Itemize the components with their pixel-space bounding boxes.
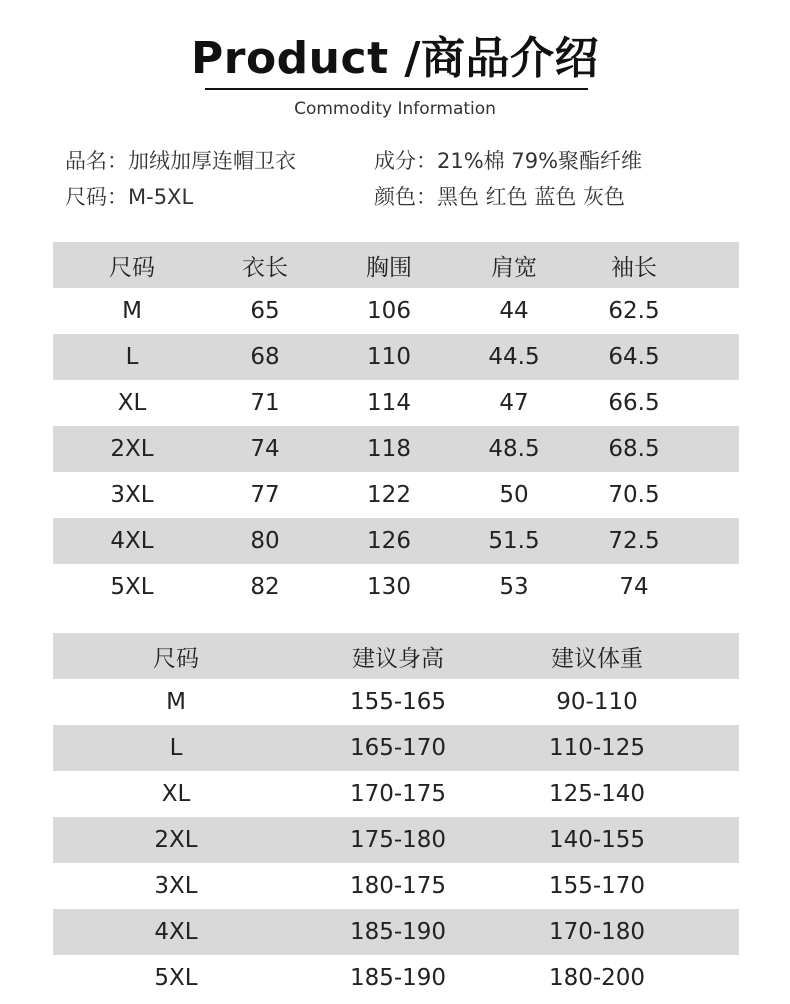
table-cell: 140-155	[548, 827, 646, 853]
table-cell: XL	[161, 781, 191, 807]
table-row	[53, 955, 739, 1001]
table-cell: 53	[499, 574, 529, 600]
table-row	[53, 518, 739, 564]
table-cell: 65	[250, 298, 280, 324]
table-cell: 74	[619, 574, 649, 600]
table-cell: 2XL	[154, 827, 198, 853]
table-cell: 62.5	[608, 298, 660, 324]
fit-table-header	[53, 633, 739, 679]
table-cell: 51.5	[488, 528, 540, 554]
table-cell: 118	[367, 436, 411, 462]
table-cell: 68	[250, 344, 280, 370]
table-cell: 50	[499, 482, 529, 508]
table-cell: 185-190	[349, 965, 447, 991]
table-cell: 125-140	[548, 781, 646, 807]
header-cell: 肩宽	[491, 254, 537, 281]
table-cell: 130	[367, 574, 411, 600]
header-cell: 胸围	[366, 254, 412, 281]
table-cell: 165-170	[349, 735, 447, 761]
table-row	[53, 725, 739, 771]
table-row	[53, 288, 739, 334]
table-cell: 180-200	[548, 965, 646, 991]
table-cell: L	[169, 735, 183, 761]
table-cell: M	[166, 689, 186, 715]
table-cell: 175-180	[349, 827, 447, 853]
table-row	[53, 863, 739, 909]
title-underline	[205, 88, 588, 90]
table-cell: 106	[367, 298, 411, 324]
table-cell: 180-175	[349, 873, 447, 899]
table-cell: 126	[367, 528, 411, 554]
table-cell: L	[125, 344, 139, 370]
table-cell: 3XL	[154, 873, 198, 899]
table-cell: 44	[499, 298, 529, 324]
table-cell: 5XL	[154, 965, 198, 991]
table-cell: 80	[250, 528, 280, 554]
table-cell: M	[122, 298, 142, 324]
table-cell: 185-190	[349, 919, 447, 945]
table-cell: 2XL	[110, 436, 154, 462]
header-cell: 建议身高	[352, 645, 444, 672]
size-table	[53, 242, 739, 610]
table-cell: 155-165	[349, 689, 447, 715]
table-cell: 114	[367, 390, 411, 416]
table-row	[53, 679, 739, 725]
table-cell: 170-180	[548, 919, 646, 945]
table-cell: 70.5	[608, 482, 660, 508]
product-colors: 颜色：黑色 红色 蓝色 灰色	[374, 185, 626, 209]
table-cell: 4XL	[110, 528, 154, 554]
table-cell: 170-175	[349, 781, 447, 807]
table-cell: 110-125	[548, 735, 646, 761]
table-cell: 64.5	[608, 344, 660, 370]
product-sizes: 尺码：M-5XL	[65, 185, 194, 209]
fit-table	[53, 633, 739, 1001]
table-row	[53, 426, 739, 472]
table-cell: 71	[250, 390, 280, 416]
page-subtitle: Commodity Information	[294, 99, 496, 119]
table-row	[53, 472, 739, 518]
header-cell: 尺码	[109, 254, 155, 281]
product-composition: 成分：21%棉 79%聚酯纤维	[374, 149, 643, 173]
table-cell: 44.5	[488, 344, 540, 370]
table-cell: XL	[117, 390, 147, 416]
table-cell: 90-110	[556, 689, 638, 715]
table-row	[53, 909, 739, 955]
table-cell: 82	[250, 574, 280, 600]
size-table-header	[53, 242, 739, 288]
product-name: 品名：加绒加厚连帽卫衣	[65, 149, 296, 173]
header-cell: 衣长	[242, 254, 288, 281]
table-cell: 68.5	[608, 436, 660, 462]
table-cell: 74	[250, 436, 280, 462]
table-cell: 47	[499, 390, 529, 416]
table-cell: 48.5	[488, 436, 540, 462]
header-cell: 袖长	[611, 254, 657, 281]
table-cell: 4XL	[154, 919, 198, 945]
table-row	[53, 334, 739, 380]
header-cell: 尺码	[153, 645, 199, 672]
table-cell: 122	[367, 482, 411, 508]
table-cell: 77	[250, 482, 280, 508]
table-cell: 72.5	[608, 528, 660, 554]
table-row	[53, 771, 739, 817]
table-cell: 66.5	[608, 390, 660, 416]
page-title: Product /商品介绍	[191, 33, 599, 84]
table-cell: 5XL	[110, 574, 154, 600]
table-row	[53, 817, 739, 863]
table-cell: 3XL	[110, 482, 154, 508]
table-cell: 155-170	[548, 873, 646, 899]
header-cell: 建议体重	[551, 645, 643, 672]
table-row	[53, 564, 739, 610]
table-cell: 110	[367, 344, 411, 370]
table-row	[53, 380, 739, 426]
